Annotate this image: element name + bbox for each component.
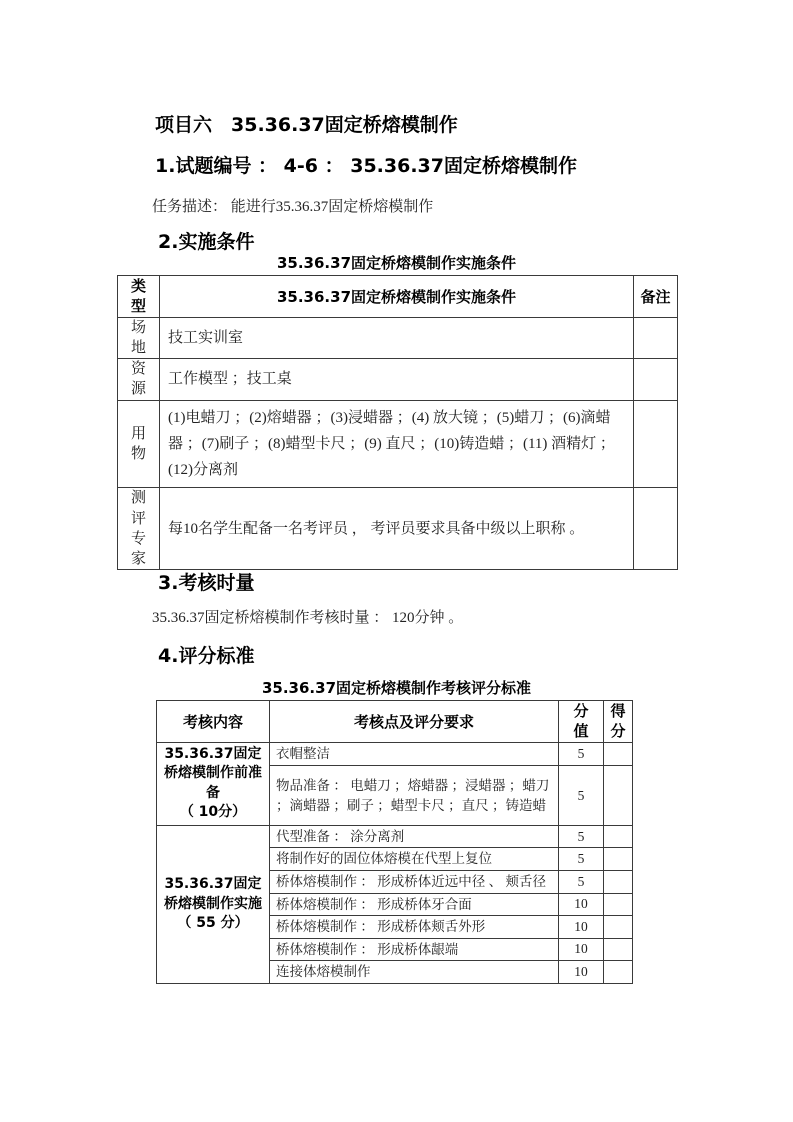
score-value-cell: 5 (559, 848, 604, 871)
section-heading-time: 3.考核时量 (158, 572, 255, 594)
score-value-cell: 5 (559, 825, 604, 848)
score-obtained-cell (604, 742, 633, 766)
conditions-table-caption: 35.36.37固定桥熔模制作实施条件 (276, 254, 517, 272)
score-obtained-cell (604, 916, 633, 939)
score-value-cell: 5 (559, 871, 604, 894)
table-row (157, 825, 633, 848)
score-value-cell: 10 (559, 893, 604, 916)
task-description: 任务描述： 能进行35.36.37固定桥熔模制作 (152, 199, 434, 215)
section-heading-scoring: 4.评分标准 (158, 645, 255, 667)
conditions-table (117, 275, 678, 570)
requirement-cell: 桥体熔模制作 ： 形成桥体颊舌外形 (270, 916, 559, 939)
score-obtained-cell (604, 848, 633, 871)
condition-remark-resources (634, 359, 678, 401)
condition-remark-site (634, 317, 678, 359)
requirement-cell: 物品准备 ： 电蜡刀 ；熔蜡器 ；浸蜡器 ；蜡刀 ；滴蜡器 ；刷子 ；蜡型卡尺 ；直尺 ；铸造蜡 (270, 766, 559, 826)
condition-remark-assessors (634, 488, 678, 570)
score-obtained-cell (604, 825, 633, 848)
scoring-table-caption: 35.36.37固定桥熔模制作考核评分标准 (261, 679, 532, 697)
page-title: 项目六 35.36.37固定桥熔模制作 (155, 114, 458, 136)
group-score-label: （ 55 分） (177, 915, 249, 932)
exam-number-heading: 1.试题编号 ： 4-6 ： 35.36.37固定桥熔模制作 (155, 155, 577, 177)
score-obtained-cell (604, 766, 633, 826)
score-value-cell: 10 (559, 961, 604, 984)
table-row (157, 742, 633, 766)
conditions-header-row (118, 276, 678, 318)
score-value-cell: 5 (559, 766, 604, 826)
scoring-header-value: 分值 (559, 701, 604, 743)
assessment-time-text: 35.36.37固定桥熔模制作考核时量 ： 120分钟 。 (152, 610, 464, 626)
requirement-cell: 桥体熔模制作 ： 形成桥体牙合面 (270, 893, 559, 916)
group-label: 35.36.37固定桥熔模制作实施 (164, 875, 262, 912)
section-heading-conditions: 2.实施条件 (158, 231, 255, 253)
scoring-header-score: 得分 (604, 701, 633, 743)
requirement-cell: 桥体熔模制作 ： 形成桥体近远中径 、 颊舌径 (270, 871, 559, 894)
table-row (118, 317, 678, 359)
condition-type-resources: 资源 (118, 359, 160, 401)
score-obtained-cell (604, 961, 633, 984)
group-label: 35.36.37固定桥熔模制作前准备 (164, 745, 262, 801)
score-obtained-cell (604, 871, 633, 894)
score-value-cell: 10 (559, 938, 604, 961)
condition-remark-items (634, 400, 678, 488)
table-row (118, 488, 678, 570)
scoring-group-preparation (157, 742, 270, 825)
table-row (118, 400, 678, 488)
requirement-cell: 桥体熔模制作 ： 形成桥体龈端 (270, 938, 559, 961)
group-score-label: （ 10分） (179, 804, 247, 821)
scoring-table (156, 700, 633, 984)
score-obtained-cell (604, 893, 633, 916)
conditions-header-type: 类型 (118, 276, 160, 318)
requirement-cell: 将制作好的固位体熔模在代型上复位 (270, 848, 559, 871)
condition-type-site: 场地 (118, 317, 160, 359)
scoring-header-content: 考核内容 (157, 701, 270, 743)
condition-content-resources: 工作模型 ；技工桌 (160, 359, 634, 401)
conditions-header-title: 35.36.37固定桥熔模制作实施条件 (160, 276, 634, 318)
condition-content-items: (1)电蜡刀 ；(2)熔蜡器 ；(3)浸蜡器 ；(4) 放大镜 ；(5)蜡刀 ；(6)滴蜡器 ；(7)刷子 ；(8)蜡型卡尺 ；(9) 直尺 ；(10)铸造蜡 ；(11) 酒精灯 ；(12)分离剂 (160, 400, 634, 488)
scoring-group-implementation (157, 825, 270, 983)
score-value-cell: 5 (559, 742, 604, 766)
scoring-header-requirement: 考核点及评分要求 (270, 701, 559, 743)
score-value-cell: 10 (559, 916, 604, 939)
condition-type-items: 用物 (118, 400, 160, 488)
scoring-header-row (157, 701, 633, 743)
condition-content-site: 技工实训室 (160, 317, 634, 359)
table-row (118, 359, 678, 401)
conditions-header-remark: 备注 (634, 276, 678, 318)
score-obtained-cell (604, 938, 633, 961)
condition-type-assessors: 测评专家 (118, 488, 160, 570)
requirement-cell: 衣帽整洁 (270, 742, 559, 766)
requirement-cell: 连接体熔模制作 (270, 961, 559, 984)
requirement-cell: 代型准备 ： 涂分离剂 (270, 825, 559, 848)
condition-content-assessors: 每10名学生配备一名考评员 ， 考评员要求具备中级以上职称 。 (160, 488, 634, 570)
